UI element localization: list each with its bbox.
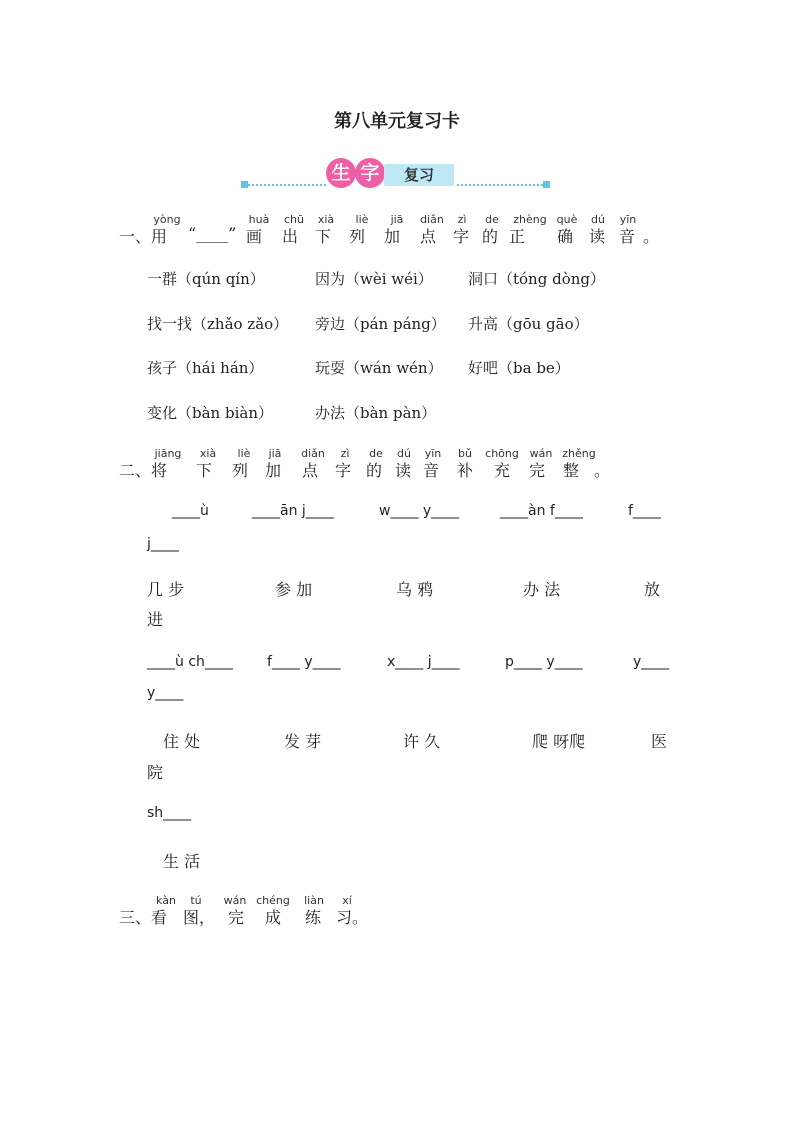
q2-pinyin: de	[369, 447, 383, 460]
q2-char: 的	[365, 461, 383, 480]
q2-char: 。	[593, 461, 611, 480]
q2-pinyin: xià	[199, 447, 217, 460]
q1-pinyin: zhèng	[513, 213, 547, 226]
q2-char: 字	[334, 461, 352, 480]
word-item: 升高（gōu gāo）	[468, 315, 589, 333]
q3-pinyin: xí	[342, 894, 352, 907]
word-chars: 参 加	[275, 580, 313, 599]
pinyin-fill-blank: x____ j____	[387, 654, 460, 670]
pinyin-fill-blank: ____ù	[172, 503, 209, 519]
word-item: 办法（bàn pàn）	[315, 404, 437, 422]
pinyin-fill-blank: y____	[147, 685, 184, 701]
q1-pinyin: jiā	[390, 213, 404, 226]
q1-quote: “____”	[188, 224, 237, 243]
q2-pinyin: zì	[340, 447, 350, 460]
q1-pinyin: de	[485, 213, 499, 226]
q1-pinyin: zì	[457, 213, 467, 226]
banner-left-dot	[241, 181, 248, 188]
q2-char: 列	[231, 461, 249, 480]
pinyin-fill-blank: p____ y____	[505, 654, 583, 670]
pinyin-fill-blank: f____ y____	[267, 654, 341, 670]
q1-char: 画	[245, 227, 263, 246]
q2-pinyin: chōng	[485, 447, 519, 460]
pinyin-fill-blank: y____	[633, 654, 670, 670]
q1-char: 字	[452, 227, 470, 246]
q2-char: 充	[493, 461, 511, 480]
q1-prefix: 一、用	[119, 227, 168, 246]
q2-pinyin: liè	[237, 447, 251, 460]
banner-left-line	[248, 184, 326, 186]
q3-char: 图，	[182, 908, 216, 927]
q1-pinyin: yīn	[619, 213, 637, 226]
word-chars: 放	[644, 580, 661, 599]
banner-right-dot	[543, 181, 550, 188]
word-chars: 许 久	[403, 732, 441, 751]
pinyin-fill-blank: sh____	[147, 805, 192, 821]
pinyin-fill-blank: w____ y____	[379, 503, 460, 519]
q3-pinyin: tú	[190, 894, 202, 907]
q1-char: 列	[348, 227, 366, 246]
word-chars: 发 芽	[284, 732, 322, 751]
q1-pinyin: què	[556, 213, 578, 226]
q2-char: 补	[456, 461, 474, 480]
q3-prefix: 三、看	[119, 908, 168, 927]
q1-char: 加	[383, 227, 401, 246]
q1-pinyin: dú	[591, 213, 605, 226]
q2-char: 加	[264, 461, 282, 480]
q1-char: 正	[508, 227, 526, 246]
q1-pinyin: xià	[317, 213, 335, 226]
q3-pinyin: chéng	[256, 894, 290, 907]
q3-char: 习。	[335, 908, 369, 927]
word-item: 洞口（tóng dòng）	[468, 270, 605, 288]
q2-prefix: 二、将	[119, 461, 168, 480]
q1-char: 出	[281, 227, 299, 246]
q2-char: 音	[422, 461, 440, 480]
q2-pinyin: diǎn	[301, 447, 325, 460]
q2-pinyin: dú	[397, 447, 411, 460]
word-item: 玩耍（wán wén）	[315, 359, 443, 377]
word-chars: 院	[147, 763, 164, 782]
word-item: 找一找（zhǎo zǎo）	[147, 315, 289, 333]
q1-pinyin: chū	[284, 213, 304, 226]
q3-char: 练	[304, 908, 322, 927]
word-item: 好吧（ba be）	[468, 359, 570, 377]
pinyin-fill-blank: ____àn f____	[500, 503, 583, 519]
pinyin-fill-blank: j____	[147, 536, 179, 552]
page-title: 第八单元复习卡	[334, 111, 460, 132]
q1-char: 点	[419, 227, 437, 246]
pinyin-fill-blank: ____ān j____	[252, 503, 334, 519]
q3-pinyin: wán	[223, 894, 247, 907]
word-chars: 进	[147, 610, 164, 629]
word-chars: 生 活	[163, 852, 201, 871]
q3-pinyin: liàn	[304, 894, 324, 907]
q1-char: 音	[618, 227, 636, 246]
pinyin-fill-blank: ____ù ch____	[147, 654, 233, 670]
banner-circle-zi: 字	[355, 158, 385, 188]
word-item: 旁边（pán páng）	[315, 315, 446, 333]
q1-char: 读	[588, 227, 606, 246]
q1-pinyin: diǎn	[420, 213, 444, 226]
banner-circle-sheng: 生	[326, 158, 356, 188]
q3-char: 成	[264, 908, 282, 927]
q2-char: 完	[528, 461, 546, 480]
q2-pinyin: wán	[529, 447, 553, 460]
q2-pinyin: jiā	[268, 447, 282, 460]
q1-char: 下	[314, 227, 332, 246]
word-item: 孩子（hái hán）	[147, 359, 264, 377]
banner-right-line	[457, 184, 543, 186]
q2-pinyin: jiāng	[154, 447, 182, 460]
q3-char: 完	[227, 908, 245, 927]
q2-pinyin: bǔ	[458, 447, 472, 460]
word-chars: 住 处	[163, 732, 201, 751]
word-item: 一群（qún qín）	[147, 270, 265, 288]
word-chars: 医	[651, 732, 668, 751]
q1-char: 确	[556, 227, 574, 246]
word-chars: 几 步	[147, 580, 185, 599]
q2-char: 读	[394, 461, 412, 480]
q1-char: 的	[481, 227, 499, 246]
q1-pinyin: yòng	[153, 213, 181, 226]
banner-review-label: 复习	[384, 164, 454, 186]
q1-pinyin: liè	[355, 213, 369, 226]
q2-char: 点	[301, 461, 319, 480]
word-chars: 办 法	[523, 580, 561, 599]
q1-char: 。	[642, 227, 660, 246]
word-chars: 乌 鸦	[396, 580, 434, 599]
q3-pinyin: kàn	[156, 894, 176, 907]
word-item: 变化（bàn biàn）	[147, 404, 273, 422]
q1-pinyin: huà	[248, 213, 270, 226]
pinyin-fill-blank: f____	[628, 503, 661, 519]
word-item: 因为（wèi wéi）	[315, 270, 433, 288]
q2-char: 整	[562, 461, 580, 480]
q2-pinyin: yīn	[424, 447, 442, 460]
q2-char: 下	[195, 461, 213, 480]
q2-pinyin: zhěng	[562, 447, 596, 460]
word-chars: 爬 呀爬	[532, 732, 586, 751]
